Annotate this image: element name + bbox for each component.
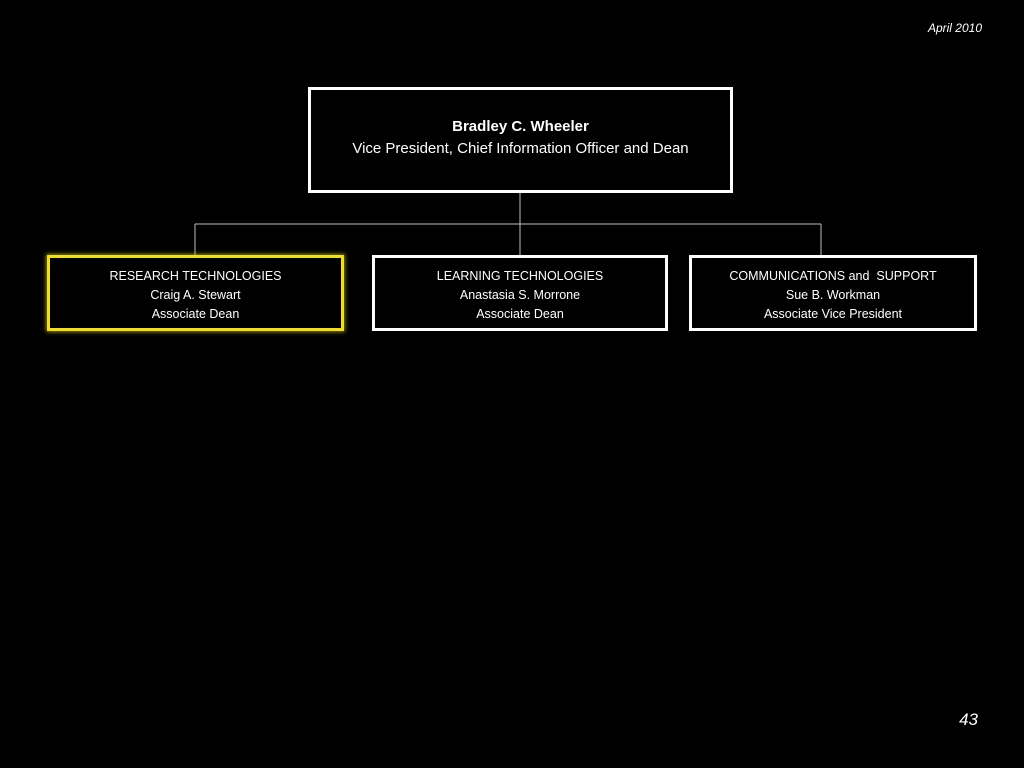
slide-page-number: 43 (959, 710, 978, 729)
research-technologies-box (47, 255, 344, 331)
root-name: Bradley C. Wheeler (452, 118, 589, 135)
communications-support-box (689, 255, 977, 331)
learning-head-name: Anastasia S. Morrone (459, 288, 581, 302)
research-head-name: Craig A. Stewart (150, 288, 241, 302)
research-unit-label: RESEARCH TECHNOLOGIES (109, 269, 282, 283)
root-title: Vice President, Chief Information Officer and Dean (352, 140, 689, 157)
learning-head-title: Associate Dean (476, 307, 564, 321)
root-position-box (308, 87, 733, 193)
learning-technologies-box (372, 255, 668, 331)
communications-unit-label: COMMUNICATIONS and SUPPORT (729, 269, 937, 283)
communications-head-name: Sue B. Workman (785, 288, 881, 302)
research-head-title: Associate Dean (151, 307, 240, 321)
learning-unit-label: LEARNING TECHNOLOGIES (436, 269, 604, 283)
communications-head-title: Associate Vice President (763, 307, 903, 321)
slide-date: April 2010 (927, 21, 982, 35)
